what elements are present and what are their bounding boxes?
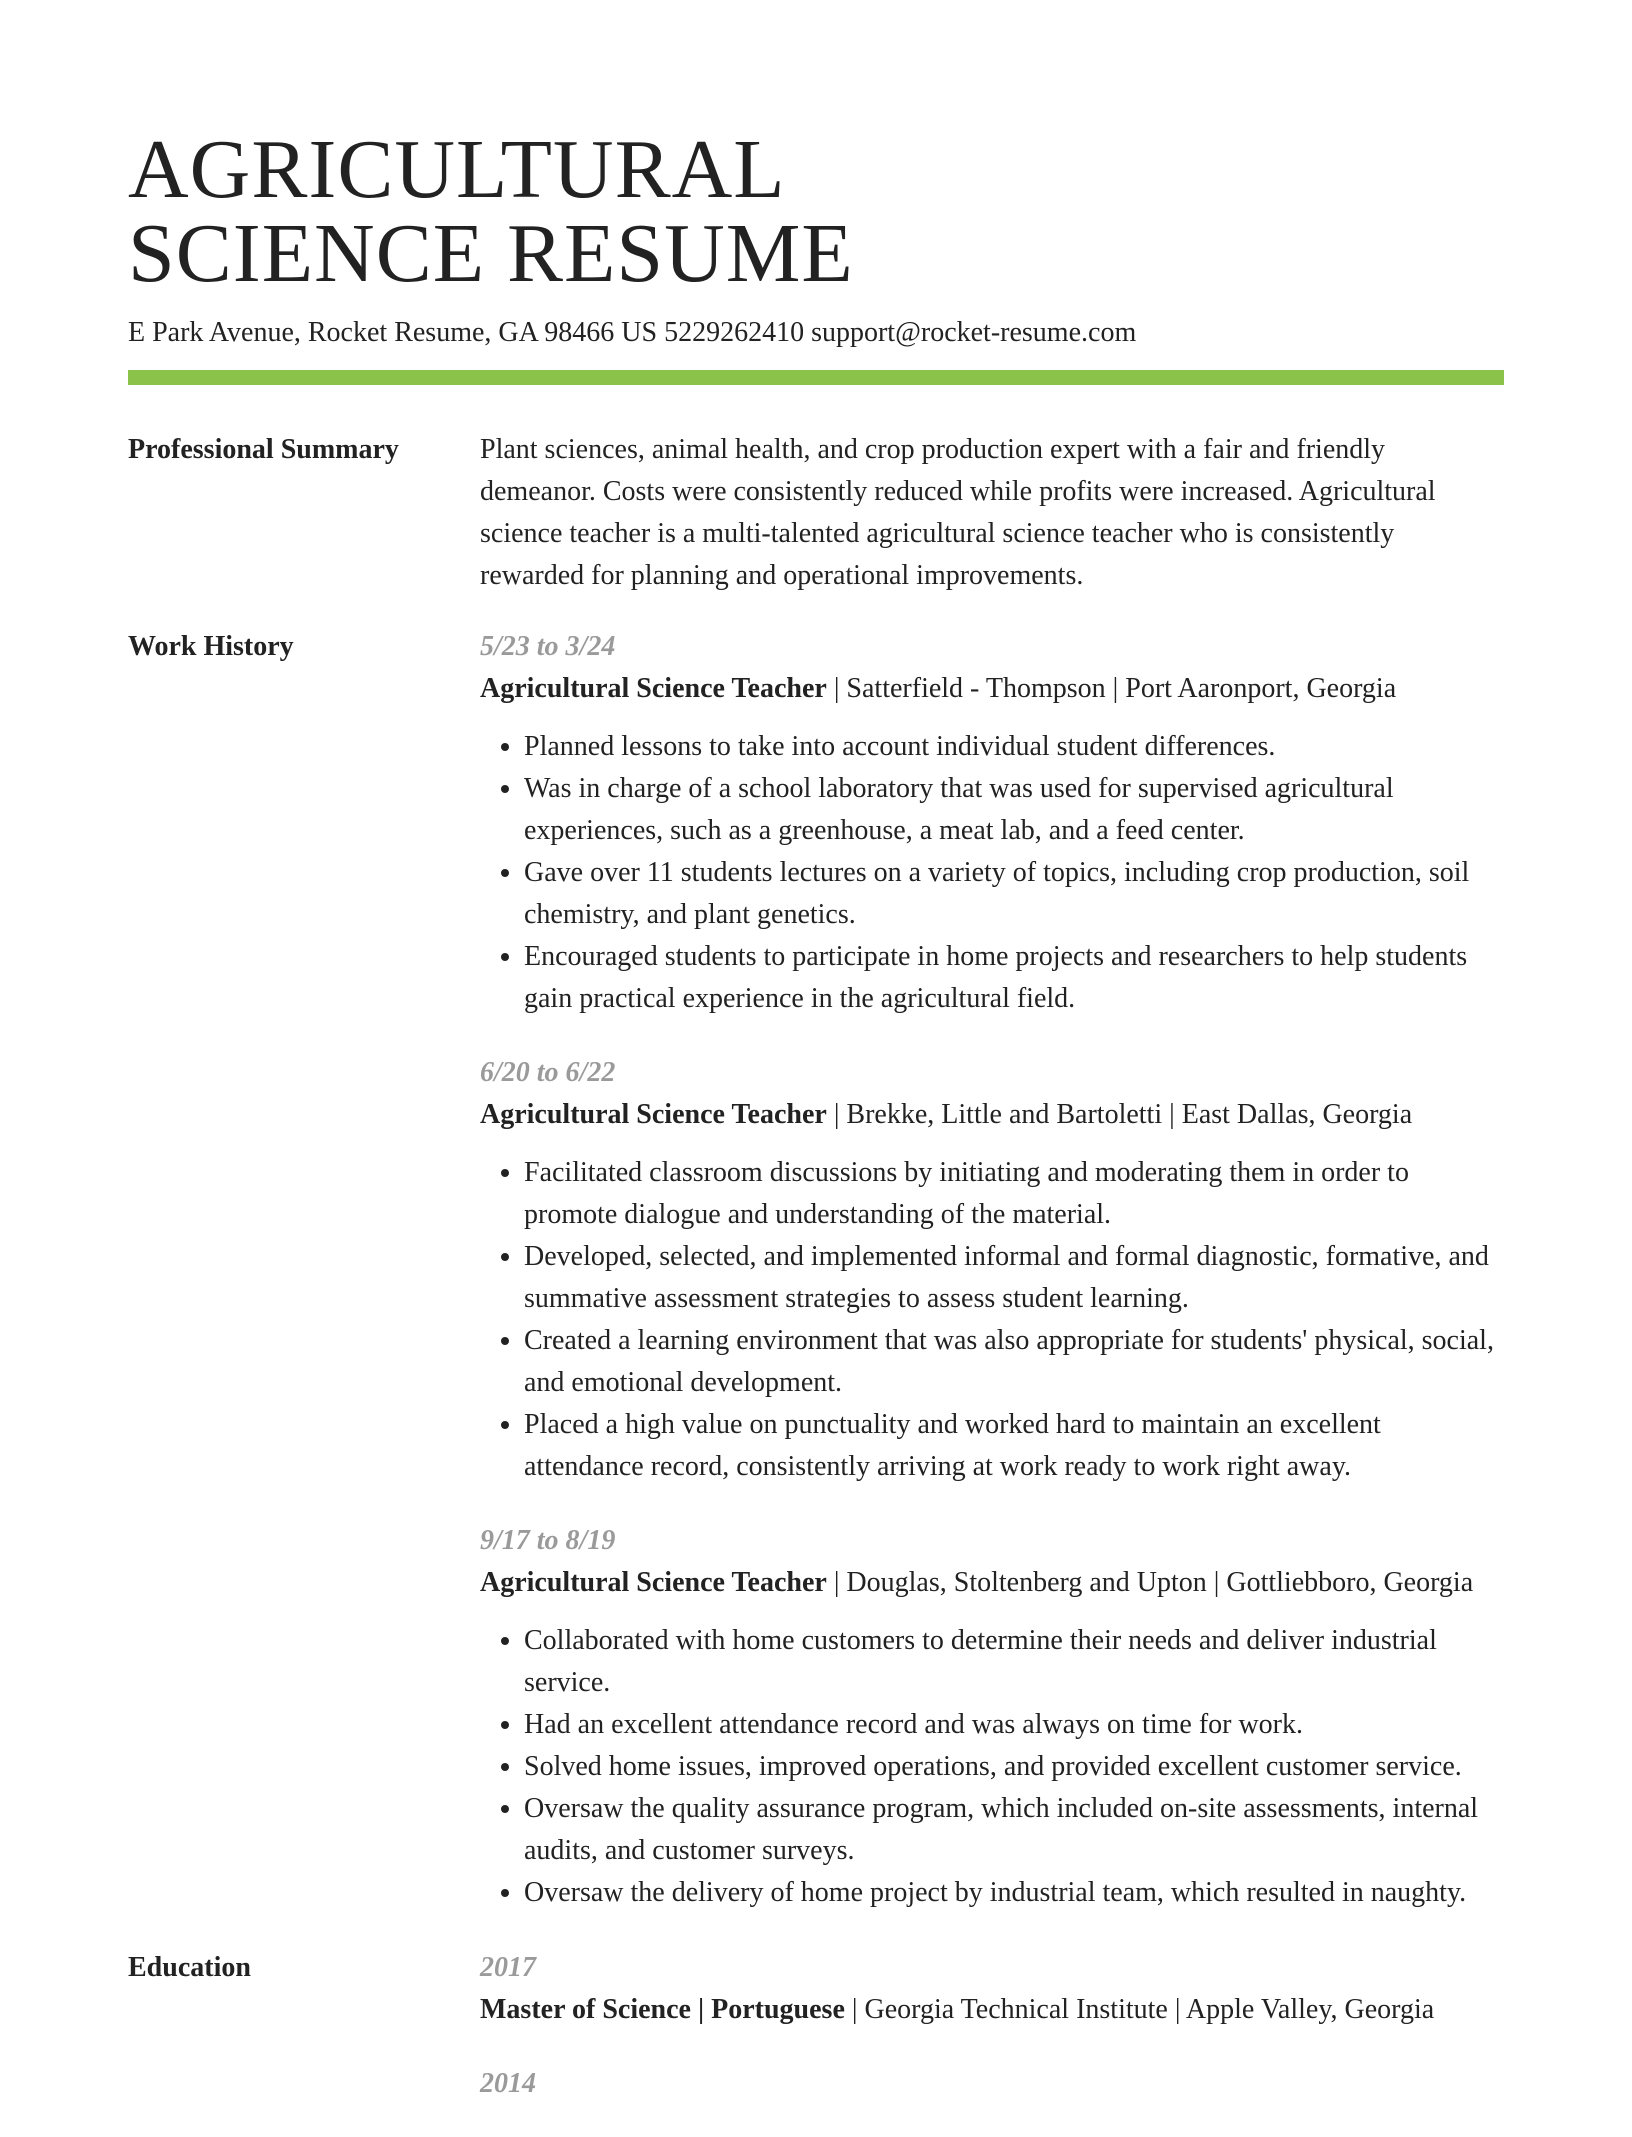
job-bullets	[480, 726, 1504, 1020]
job-bullets	[480, 1620, 1504, 1914]
summary-label: Professional Summary	[128, 434, 399, 465]
job-bullet: • Oversaw the quality assurance program, which included on-site assessments, internal audits, and customer surveys.	[524, 1788, 1504, 1872]
job-bullet: • Solved home issues, improved operations, and provided excellent customer service.	[524, 1746, 1504, 1788]
education-year: 2014	[480, 2068, 536, 2099]
job-dates: 9/17 to 8/19	[480, 1525, 616, 1556]
summary-section	[480, 429, 1504, 597]
job-role-line	[480, 1094, 1504, 1136]
education-entry	[480, 2063, 1504, 2105]
job-bullet: • Oversaw the delivery of home project by industrial team, which resulted in naughty.	[524, 1872, 1504, 1914]
job-details: | Satterfield - Thompson | Port Aaronport, Georgia	[826, 673, 1397, 704]
resume-title	[128, 123, 854, 300]
job-entry	[480, 1520, 1504, 1914]
education-section	[480, 1947, 1504, 2137]
work-history-label: Work History	[128, 631, 294, 662]
job-details: | Douglas, Stoltenberg and Upton | Gottliebboro, Georgia	[826, 1567, 1474, 1598]
job-bullet: • Developed, selected, and implemented informal and formal diagnostic, formative, and summative assessment strategies to assess student learning.	[524, 1236, 1504, 1320]
education-year: 2017	[480, 1952, 536, 1983]
job-bullet: • Collaborated with home customers to determine their needs and deliver industrial service.	[524, 1620, 1504, 1704]
job-title: Agricultural Science Teacher	[480, 1567, 827, 1598]
job-title: Agricultural Science Teacher	[480, 673, 827, 704]
contact-info: E Park Avenue, Rocket Resume, GA 98466 US 5229262410 support@rocket-resume.com	[128, 317, 1137, 348]
job-bullets	[480, 1152, 1504, 1488]
work-history-section	[480, 626, 1504, 1914]
job-bullet: • Placed a high value on punctuality and worked hard to maintain an excellent attendance record, consistently arriving at work ready to work right away.	[524, 1404, 1504, 1488]
job-role-line	[480, 1562, 1504, 1604]
job-bullet: • Gave over 11 students lectures on a variety of topics, including crop production, soil chemistry, and plant genetics.	[524, 852, 1504, 936]
job-role-line	[480, 668, 1504, 710]
job-entry	[480, 1052, 1504, 1488]
education-degree: Master of Science | Portuguese	[480, 1994, 845, 2025]
job-entry	[480, 626, 1504, 1020]
title-line-2: SCIENCE RESUME	[128, 207, 854, 300]
job-bullet: • Created a learning environment that was also appropriate for students' physical, social, and emotional development.	[524, 1320, 1504, 1404]
education-entry	[480, 1947, 1504, 2031]
education-label: Education	[128, 1952, 251, 1983]
job-bullet: • Was in charge of a school laboratory that was used for supervised agricultural experiences, such as a greenhouse, a meat lab, and a feed center.	[524, 768, 1504, 852]
job-details: | Brekke, Little and Bartoletti | East Dallas, Georgia	[826, 1099, 1413, 1130]
education-details: | Georgia Technical Institute | Apple Valley, Georgia	[844, 1994, 1435, 2025]
job-dates: 6/20 to 6/22	[480, 1057, 616, 1088]
job-title: Agricultural Science Teacher	[480, 1099, 827, 1130]
job-bullet: • Facilitated classroom discussions by initiating and moderating them in order to promote dialogue and understanding of the material.	[524, 1152, 1504, 1236]
education-line	[480, 1989, 1504, 2031]
job-bullet: • Encouraged students to participate in home projects and researchers to help students gain practical experience in the agricultural field.	[524, 936, 1504, 1020]
summary-text: Plant sciences, animal health, and crop production expert with a fair and friendly demeanor. Costs were consistently reduced while profits were increased. Agricultural science teacher is a multi-talented agricultural science teacher who is consistently rewarded for planning and operational improvements.	[480, 434, 1436, 591]
job-bullet: • Planned lessons to take into account individual student differences.	[524, 726, 1504, 768]
job-bullet: • Had an excellent attendance record and was always on time for work.	[524, 1704, 1504, 1746]
header-divider	[128, 370, 1504, 385]
title-line-1: AGRICULTURAL	[128, 123, 786, 216]
job-dates: 5/23 to 3/24	[480, 631, 616, 662]
